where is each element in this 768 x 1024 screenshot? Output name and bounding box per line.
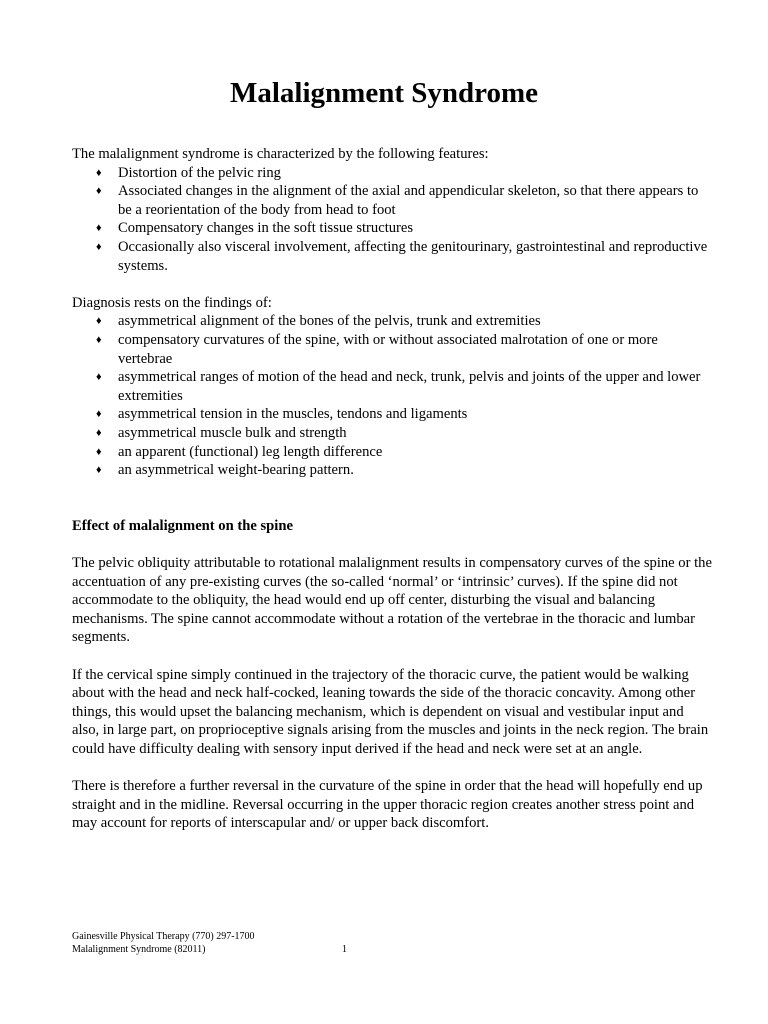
diamond-bullet-icon: ♦ [96,333,102,346]
diamond-bullet-icon: ♦ [96,185,102,198]
spacer [72,275,712,294]
diamond-bullet-icon: ♦ [96,222,102,235]
spacer [72,480,712,499]
diamond-bullet-icon: ♦ [96,464,102,477]
list-item: ♦ Distortion of the pelvic ring [96,164,281,181]
spacer [72,759,712,778]
list-item: ♦ asymmetrical alignment of the bones of the pelvis, trunk and extremities [96,313,541,330]
page-title: Malalignment Syndrome [230,77,538,109]
spacer [72,535,712,554]
body-paragraph: If the cervical spine simply continued in the trajectory of the thoracic curve, the patient would be walking about with the head and neck half-cocked, leaning towards the side of the thoracic concavity. Among other things, this would upset the balancing mechanism, which is dependent on visual and vestibular input and also, in large part, on proprioceptive signals arising from the muscles and joints in the neck region. The brain could have difficulty dealing with sensory input derived if the head and neck were set at an angle. [72,666,709,757]
diamond-bullet-icon: ♦ [96,408,102,421]
diamond-bullet-icon: ♦ [96,445,102,458]
list-item: ♦ Compensatory changes in the soft tissue structures [96,220,414,237]
diamond-bullet-icon: ♦ [96,240,102,253]
list-item: ♦ asymmetrical muscle bulk and strength [96,424,347,441]
findings-list [72,312,712,479]
page-number: 1 [342,943,347,955]
list-item: ♦ asymmetrical ranges of motion of the head and neck, trunk, pelvis and joints of the upper and lower extremities [96,369,701,404]
intro-paragraph: The malalignment syndrome is characterized by the following features: [72,146,489,162]
features-list [72,164,712,276]
diamond-bullet-icon: ♦ [96,315,102,328]
list-item: ♦ Associated changes in the alignment of the axial and appendicular skeleton, so that there appears to be a reorientation of the body from head to foot [96,183,699,218]
footer-line-2: Malalignment Syndrome (82011) [72,943,206,955]
body-paragraph: There is therefore a further reversal in the curvature of the spine in order that the head will hopefully end up straight and in the midline. Reversal occurring in the upper thoracic region creates another stress point and may account for reports of interscapular and/ or upper back discomfort. [72,778,703,832]
diamond-bullet-icon: ♦ [96,371,102,384]
list-item: ♦ an apparent (functional) leg length difference [96,443,383,460]
footer-line-1: Gainesville Physical Therapy (770) 297-1700 [72,931,255,942]
diagnosis-intro: Diagnosis rests on the findings of: [72,294,272,311]
spacer [72,647,712,666]
spacer [72,498,712,517]
diamond-bullet-icon: ♦ [96,166,102,179]
document-body [72,145,712,833]
section-heading: Effect of malalignment on the spine [72,517,293,534]
list-item: ♦ asymmetrical tension in the muscles, tendons and ligaments [96,406,468,423]
list-item: ♦ an asymmetrical weight-bearing pattern. [96,462,354,479]
body-paragraph: The pelvic obliquity attributable to rotational malalignment results in compensatory curves of the spine or the accentuation of any pre-existing curves (the so-called ‘normal’ or ‘intrinsic’ curves). If the spine did not accommodate to the obliquity, the head would end up off center, disturbing the visual and balancing mechanisms. The spine cannot accommodate without a rotation of the vertebrae in the thoracic and lumbar segments. [72,555,712,646]
page-footer [72,931,472,956]
diamond-bullet-icon: ♦ [96,426,102,439]
list-item: ♦ Occasionally also visceral involvement, affecting the genitourinary, gastrointestinal and reproductive systems. [96,238,708,274]
list-item: ♦ compensatory curvatures of the spine, with or without associated malrotation of one or more vertebrae [96,331,658,367]
